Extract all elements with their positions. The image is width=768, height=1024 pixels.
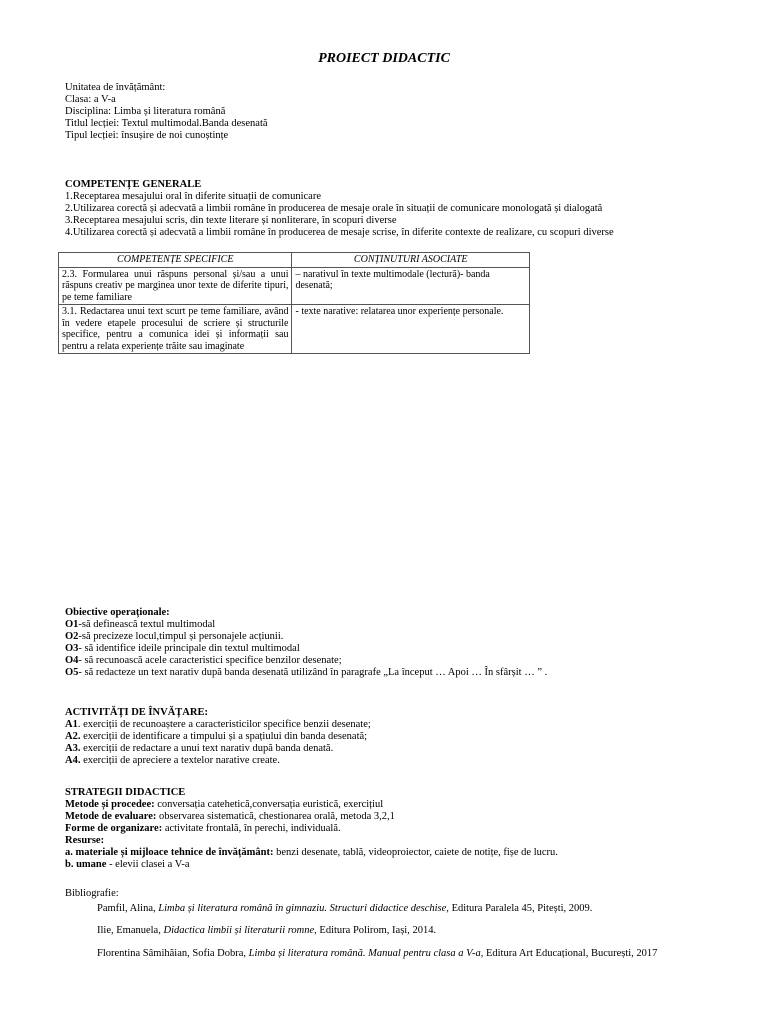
table-header-associated-contents: CONȚINUTURI ASOCIATE — [292, 253, 530, 268]
table-header-row — [59, 253, 530, 268]
methods-text: conversația catehetică,conversația euristică, exercițiul — [154, 799, 384, 810]
methods-label: Metode și procedee: — [65, 799, 155, 810]
bibliography-author: Pamfil, Alina, — [97, 903, 159, 914]
bibliography-author: Ilie, Emanuela, — [97, 925, 164, 936]
table-cell-competence: 3.1. Redactarea unui text scurt pe teme familiare, având în vedere etapele procesului de scriere și structurile specifice, pentru a comunica idei și informații sau pentru a relata experiențe trăite sau imaginate — [59, 305, 292, 354]
objective-item — [65, 667, 547, 679]
evaluation-label: Metode de evaluare: — [65, 811, 157, 822]
objective-text: -să precizeze locul,timpul și personajele acțiunii. — [78, 631, 284, 642]
organization-text: activitate frontală, în perechi, individuală. — [162, 823, 341, 834]
bibliography-work: Limba și literatura română în gimnaziu. Structuri didactice deschise, — [158, 903, 449, 914]
evaluation-text: observarea sistematică, chestionarea orală, metoda 3,2,1 — [156, 811, 395, 822]
table-header-specific-competences: COMPETENȚE SPECIFICE — [59, 253, 292, 268]
materials-label: a. materiale și mijloace tehnice de învățământ: — [65, 847, 274, 858]
activity-text: exerciții de redactare a unui text narativ după banda denată. — [80, 743, 334, 754]
general-competences-heading: COMPETENȚE GENERALE — [65, 179, 202, 190]
objective-item — [65, 643, 547, 655]
bibliography-work: Limba și literatura română. Manual pentru clasa a V-a, — [248, 948, 484, 959]
competence-item: 3.Receptarea mesajului scris, din texte literare și nonliterare, în scopuri diverse — [65, 215, 397, 226]
activity-text: exerciții de apreciere a textelor narative create. — [80, 755, 280, 766]
bibliography-publisher: Editura Art Educațional, București, 2017 — [483, 948, 658, 959]
general-competences — [65, 179, 614, 239]
materials-line — [65, 847, 558, 859]
activity-code: A2. — [65, 731, 81, 742]
activity-item — [65, 755, 371, 767]
table-cell-content: - texte narative: relatarea unor experiențe personale. — [292, 305, 530, 354]
competences-table — [58, 252, 530, 354]
table-cell-content: – narativul în texte multimodale (lectură)- banda desenată; — [292, 267, 530, 305]
objective-text: -să definească textul multimodal — [78, 619, 216, 630]
activity-text: exerciții de identificare a timpului și a spațiului din banda desenată; — [80, 731, 368, 742]
methods-line — [65, 799, 558, 811]
objective-text: - să recunoască acele caracteristici specifice benzilor desenate; — [78, 655, 342, 666]
evaluation-line — [65, 811, 558, 823]
bibliography-publisher: Editura Polirom, Iași, 2014. — [316, 925, 437, 936]
lesson-type-line: Tipul lecției: însușire de noi cunoștințe — [65, 130, 229, 141]
competence-item: 4.Utilizarea corectă și adecvată a limbii române în producerea de mesaje scrise, în diferite contexte de realizare, cu scopuri diverse — [65, 227, 614, 238]
subject-line: Disciplina: Limba și literatura română — [65, 106, 226, 117]
objective-code: O3 — [65, 643, 79, 654]
organization-line — [65, 823, 558, 835]
page-title: PROIECT DIDACTIC — [318, 51, 450, 66]
lesson-title-line: Titlul lecției: Textul multimodal.Banda desenată — [65, 118, 268, 129]
objective-item — [65, 655, 547, 667]
human-label: b. umane — [65, 859, 107, 870]
competence-item: 1.Receptarea mesajului oral în diferite situații de comunicare — [65, 191, 321, 202]
bibliography-entry — [97, 925, 436, 936]
resources-label: Resurse: — [65, 835, 105, 846]
objective-code: O1 — [65, 619, 79, 630]
strategies-section — [65, 787, 558, 871]
objectives-section — [65, 607, 547, 679]
activity-text: . exerciții de recunoaștere a caracteristicilor specifice benzii desenate; — [77, 719, 371, 730]
objective-code: O5 — [65, 667, 79, 678]
human-text: - elevii clasei a V-a — [106, 859, 190, 870]
activity-item — [65, 743, 371, 755]
competence-item: 2.Utilizarea corectă și adecvată a limbii române în producerea de mesaje orale în situații de comunicare monologată și dialogată — [65, 203, 603, 214]
table-cell-competence: 2.3. Formularea unui răspuns personal și/sau a unui răspuns creativ pe marginea unor texte de diferite tipuri, pe teme familiare — [59, 267, 292, 305]
bibliography-publisher: Editura Paralela 45, Pitești, 2009. — [448, 903, 593, 914]
activity-item — [65, 719, 371, 731]
bibliography-heading: Bibliografie: — [65, 888, 119, 899]
objective-code: O4 — [65, 655, 79, 666]
resources-line — [65, 835, 558, 847]
strategies-heading: STRATEGII DIDACTICE — [65, 787, 186, 798]
human-resources-line — [65, 859, 558, 871]
table-row — [59, 305, 530, 354]
table-row — [59, 267, 530, 305]
organization-label: Forme de organizare: — [65, 823, 163, 834]
lesson-header — [65, 82, 268, 142]
materials-text: benzi desenate, tablă, videoproiector, caiete de notițe, fișe de lucru. — [273, 847, 558, 858]
bibliography-entry — [97, 948, 657, 959]
objectives-heading: Obiective operaționale: — [65, 607, 170, 618]
activities-heading: ACTIVITĂȚI DE ÎNVĂȚARE: — [65, 707, 208, 718]
activity-code: A4. — [65, 755, 81, 766]
school-line: Unitatea de învățământ: — [65, 82, 166, 93]
bibliography-work: Didactica limbii și literaturii romne, — [163, 925, 317, 936]
objective-item — [65, 619, 547, 631]
activity-item — [65, 731, 371, 743]
objective-item — [65, 631, 547, 643]
class-line: Clasa: a V-a — [65, 94, 116, 105]
objective-code: O2 — [65, 631, 79, 642]
objective-text: - să identifice ideile principale din textul multimodal — [78, 643, 300, 654]
bibliography-entry — [97, 903, 592, 914]
objective-text: - să redacteze un text narativ după banda desenată utilizând în paragrafe „La început … Apoi … În sfârșit … ” . — [78, 667, 548, 678]
activity-code: A1 — [65, 719, 78, 730]
activity-code: A3. — [65, 743, 81, 754]
bibliography-author: Florentina Sâmihăian, Sofia Dobra, — [97, 948, 249, 959]
activities-section — [65, 707, 371, 767]
